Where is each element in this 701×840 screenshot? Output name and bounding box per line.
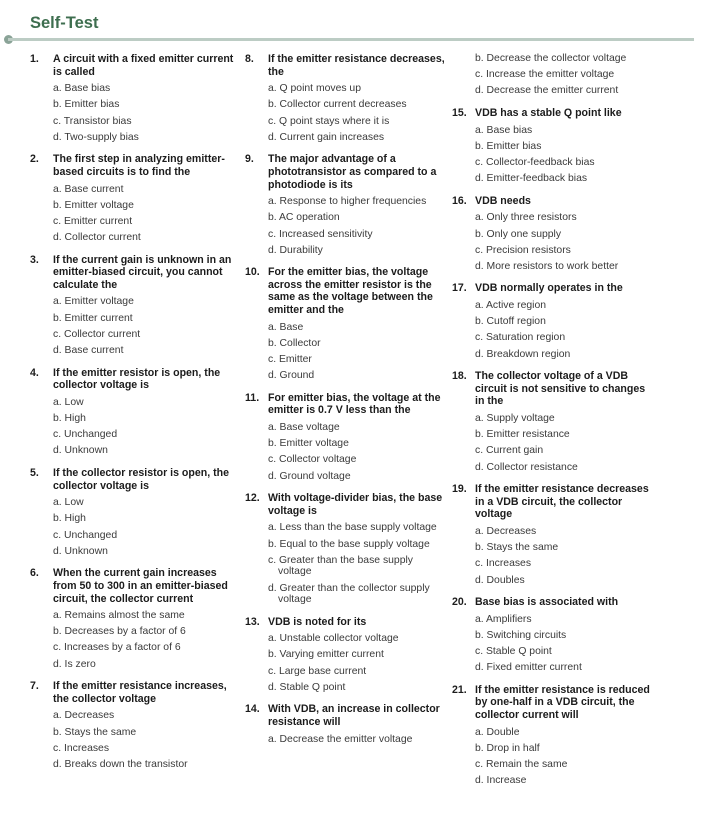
answer-option[interactable]: b. Emitter resistance [475,429,570,441]
answer-option[interactable]: b. Emitter voltage [268,438,349,450]
question-item [30,367,235,457]
question-number: 16. [452,194,467,207]
answer-option[interactable]: b. Emitter current [53,312,133,324]
question-number: 7. [30,680,39,693]
answer-option[interactable]: d. Unknown [53,445,108,457]
answer-option[interactable]: b. High [53,513,86,525]
answer-option[interactable]: c. Current gain [475,445,544,457]
question-item [452,684,652,787]
question-number: 18. [452,370,467,383]
answer-option[interactable]: c. Precision resistors [475,244,571,256]
question-number: 2. [30,153,39,166]
answer-option[interactable]: a. Base [268,321,304,333]
question-text: A circuit with a fixed emitter current is called [53,53,234,78]
column-1 [30,53,235,781]
answer-option[interactable]: a. Low [53,396,84,408]
question-item [452,282,652,360]
answer-option[interactable]: c. Stable Q point [475,646,552,658]
answer-option[interactable]: a. Decreases [53,710,115,722]
column-3 [452,53,652,797]
answer-option[interactable]: d. Doubles [475,574,525,586]
question-text: The collector voltage of a VDB circuit is not sensitive to changes in the [475,370,646,408]
question-text: If the current gain is unknown in an emitter-biased circuit, you cannot calculate the [53,253,232,291]
question-number: 20. [452,596,467,609]
answer-option[interactable]: a. Only three resistors [475,212,577,224]
question-text: VDB has a stable Q point like [475,106,622,119]
answer-option[interactable]: a. Double [475,726,520,738]
question-number: 4. [30,366,39,379]
question-item [452,107,652,185]
question-item [245,492,445,606]
answer-option[interactable]: c. Collector voltage [268,454,357,466]
answer-option[interactable]: a. Amplifiers [475,613,532,625]
question-number: 10. [245,266,260,279]
answer-option[interactable]: c. Unchanged [53,429,118,441]
answer-option[interactable]: a. Remains almost the same [53,610,185,622]
answer-option[interactable]: b. Decreases by a factor of 6 [53,626,186,638]
answer-option[interactable]: d. Breakdown region [475,348,571,360]
answer-option[interactable]: c. Increased sensitivity [268,228,373,240]
question-item [245,392,445,482]
answer-option[interactable]: a. Supply voltage [475,413,555,424]
answer-option[interactable]: a. Base current [53,183,124,195]
answer-option[interactable]: a. Unstable collector voltage [268,633,399,645]
answer-option[interactable]: c. Increase the emitter voltage [475,69,615,81]
question-text: For the emitter bias, the voltage across the emitter resistor is the same as the voltage between the emitter and the [268,266,433,317]
question-item [245,53,445,143]
answer-option[interactable]: c. Unchanged [53,529,118,541]
answer-option[interactable]: b. Collector [268,337,321,349]
question-number: 11. [245,391,260,404]
question-number: 6. [30,567,39,580]
answer-option[interactable]: d. Ground voltage [268,470,351,482]
question-number: 8. [245,53,254,65]
answer-option[interactable]: a. Active region [475,300,547,312]
answer-option[interactable]: d. Collector current [53,232,141,244]
question-item [452,370,652,473]
question-text: If the collector resistor is open, the collector voltage is [53,466,230,492]
question-text: VDB normally operates in the [475,282,623,295]
answer-option[interactable]: a. Decreases [475,525,537,537]
answer-option[interactable]: c. Increases [53,742,110,754]
answer-option[interactable]: b. Stays the same [475,542,559,554]
answer-option[interactable]: c. Collector current [53,328,141,340]
answer-option[interactable]: d. Ground [268,370,315,382]
question-text: When the current gain increases from 50 to 300 in an emitter-biased circuit, the collector current [53,567,228,605]
question-item [30,567,235,670]
answer-option[interactable]: d. Decrease the emitter current [475,85,619,97]
answer-option[interactable]: d. Fixed emitter current [475,662,582,674]
answer-option[interactable]: d. Is zero [53,658,96,670]
question-text: If the emitter resistance is reduced by one-half in a VDB circuit, the collector current will [475,683,650,722]
question-item [245,616,445,694]
question-text: With voltage-divider bias, the base voltage is [268,492,443,517]
answer-option[interactable]: d. Stable Q point [268,681,346,693]
question-text: The major advantage of a phototransistor as compared to a photodiode is its [268,153,437,191]
answer-option[interactable]: b. Collector current decreases [268,99,407,111]
answer-option[interactable]: b. Decrease the collector voltage [475,53,627,64]
page-title: Self-Test [30,14,99,32]
question-number: 13. [245,615,260,628]
question-text: For emitter bias, the voltage at the emitter is 0.7 V less than the [268,391,441,417]
answer-option[interactable]: b. High [53,413,86,424]
answer-option[interactable]: a. Base bias [53,83,111,95]
question-text: The first step in analyzing emitter-based circuits is to find the [53,153,225,178]
answer-option[interactable]: c. Emitter current [53,215,133,227]
question-item [452,596,652,674]
question-item [30,53,235,143]
answer-option[interactable]: c. Increases [475,558,532,570]
question-number: 5. [30,466,39,479]
answer-option[interactable]: b. Emitter bias [53,99,120,111]
answer-option[interactable]: d. Greater than the collector supply voltage [268,582,430,606]
answer-option[interactable]: d. Collector resistance [475,461,578,473]
answer-option[interactable]: c. Greater than the base supply voltage [268,554,413,578]
answer-option[interactable]: b. Drop in half [475,742,540,754]
question-text: If the emitter resistance decreases in a VDB circuit, the collector voltage [475,483,649,521]
question-item [452,195,652,273]
question-text: VDB is noted for its [268,615,367,628]
answer-option[interactable]: a. Base voltage [268,422,340,433]
answer-option[interactable]: b. Emitter bias [475,140,542,152]
question-item [30,153,235,243]
answer-option[interactable]: c. Emitter [268,354,312,366]
question-item [452,483,652,586]
question-item [30,680,235,770]
question-text: Base bias is associated with [475,596,619,609]
answer-option[interactable]: a. Less than the base supply voltage [268,522,437,534]
answer-option[interactable]: a. Base bias [475,124,533,136]
question-item [30,467,235,557]
answer-option[interactable]: c. Transistor bias [53,115,132,127]
question-item [245,153,445,256]
question-number: 1. [30,53,39,65]
question-number: 12. [245,492,260,505]
answer-option[interactable]: d. Increase [475,775,527,787]
question-item [245,266,445,382]
answer-option[interactable]: d. Base current [53,345,124,357]
answer-option[interactable]: b. Only one supply [475,228,562,240]
answer-option[interactable]: b. Cutoff region [475,316,546,328]
question-text: If the emitter resistor is open, the collector voltage is [53,366,221,392]
question-text: VDB needs [475,194,531,207]
question-number: 17. [452,282,467,295]
answer-option[interactable]: a. Response to higher frequencies [268,196,427,208]
answer-option[interactable]: b. Stays the same [53,726,137,738]
column-2 [245,53,445,755]
answer-option[interactable]: d. Current gain increases [268,131,385,143]
answer-option[interactable]: c. Collector-feedback bias [475,156,595,168]
answer-option[interactable]: c. Remain the same [475,759,568,770]
question-number: 21. [452,683,467,696]
question-item [30,254,235,357]
answer-option[interactable]: d. Two-supply bias [53,131,139,143]
answer-option[interactable]: c. Increases by a factor of 6 [53,642,181,654]
question-number: 14. [245,703,260,716]
answer-option[interactable]: a. Emitter voltage [53,296,134,308]
answer-option[interactable]: d. Unknown [53,545,108,557]
answer-option[interactable]: d. More resistors to work better [475,260,619,272]
answer-option[interactable]: b. Equal to the base supply voltage [268,538,430,550]
answer-option[interactable]: b. Varying emitter current [268,649,384,661]
question-text: If the emitter resistance decreases, the [268,53,445,78]
question-item [245,703,445,745]
question-number: 9. [245,153,254,166]
answer-option[interactable]: c. Large base current [268,665,367,677]
answer-option[interactable]: b. AC operation [268,212,340,224]
continued-options [452,53,652,97]
answer-option[interactable]: c. Q point stays where it is [268,115,390,127]
question-number: 3. [30,253,39,266]
answer-option[interactable]: c. Saturation region [475,332,566,344]
answer-option[interactable]: a. Decrease the emitter voltage [268,733,413,745]
answer-option[interactable]: d. Emitter-feedback bias [475,173,588,185]
answer-option[interactable]: b. Switching circuits [475,629,567,641]
question-number: 19. [452,483,467,496]
question-text: With VDB, an increase in collector resistance will [268,703,440,729]
question-number: 15. [452,106,467,119]
answer-option[interactable]: a. Q point moves up [268,83,361,95]
answer-option[interactable]: d. Durability [268,244,323,256]
question-text: If the emitter resistance increases, the collector voltage [53,680,227,705]
answer-option[interactable]: b. Emitter voltage [53,199,134,211]
answer-option[interactable]: d. Breaks down the transistor [53,759,188,770]
answer-option[interactable]: a. Low [53,497,84,509]
title-rule [8,38,694,41]
